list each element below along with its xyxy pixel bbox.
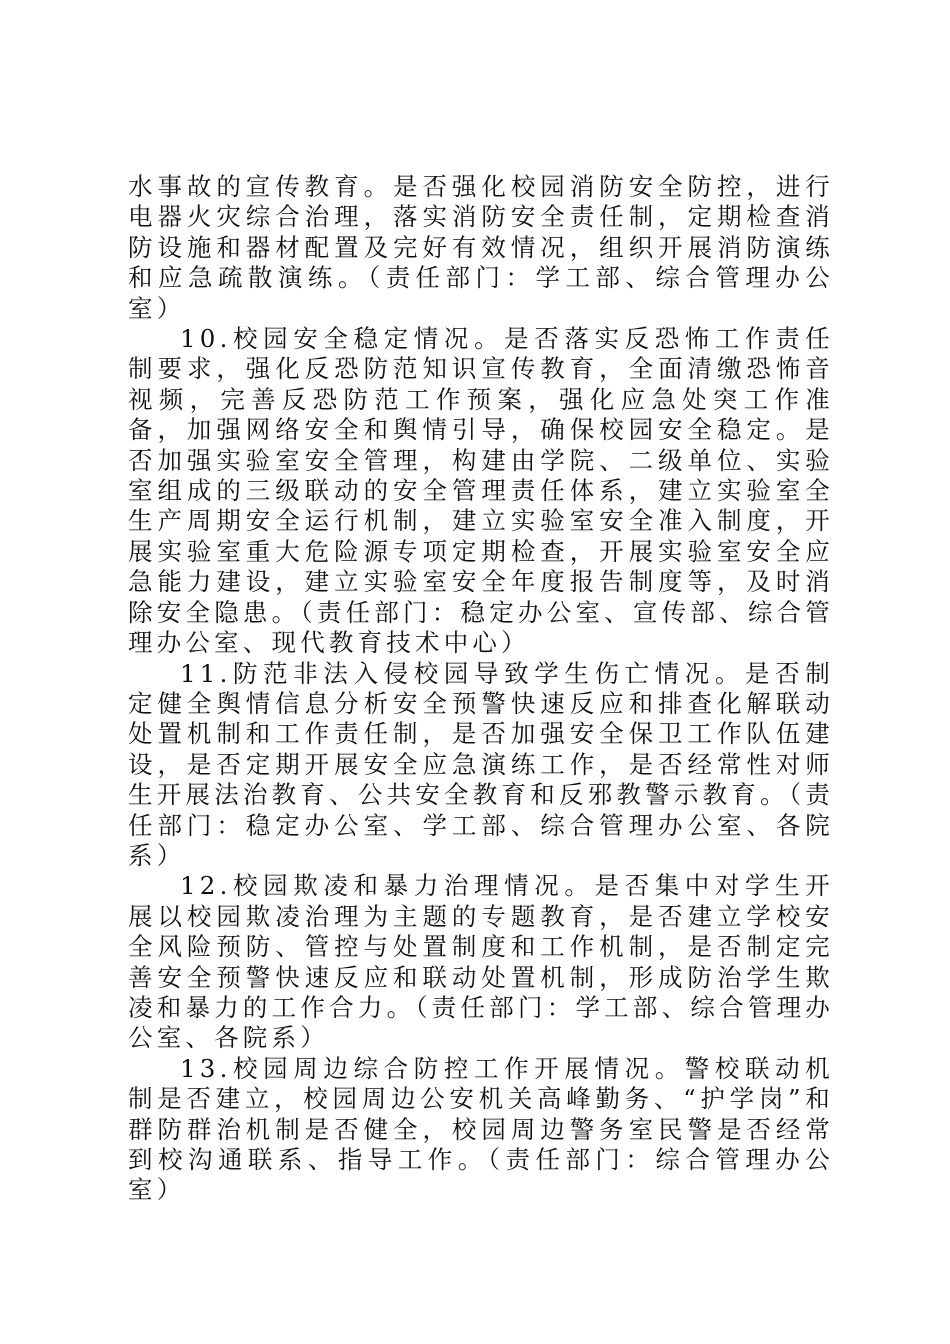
paragraph-item-11 [128, 659, 834, 872]
paragraph-text: 10.校园安全稳定情况。是否落实反恐怖工作责任制要求，强化反恐防范知识宣传教育，全面清缴恐怖音视频，完善反恐防范工作预案，强化应急处突工作准备，加强网络安全和舆情引导，确保校园安全稳定。是否加强实验室安全管理，构建由学院、二级单位、实验室组成的三级联动的安全管理责任体系，建立实验室全生产周期安全运行机制，建立实验室安全准入制度，开展实验室重大危险源专项定期检查，开展实验室安全应急能力建设，建立实验室安全年度报告制度等，及时消除安全隐患。（责任部门：稳定办公室、宣传部、综合管理办公室、现代教育技术中心） [128, 324, 834, 658]
paragraph-continuation [128, 172, 834, 324]
paragraph-text: 11.防范非法入侵校园导致学生伤亡情况。是否制定健全舆情信息分析安全预警快速反应和排查化解联动处置机制和工作责任制，是否加强安全保卫工作队伍建设，是否定期开展安全应急演练工作，是否经常性对师生开展法治教育、公共安全教育和反邪教警示教育。（责任部门：稳定办公室、学工部、综合管理办公室、各院系） [128, 658, 834, 870]
document-body [128, 172, 834, 1206]
paragraph-item-10 [128, 324, 834, 658]
paragraph-text: 水事故的宣传教育。是否强化校园消防安全防控，进行电器火灾综合治理，落实消防安全责任制，定期检查消防设施和器材配置及完好有效情况，组织开展消防演练和应急疏散演练。（责任部门：学工部、综合管理办公室） [128, 172, 834, 323]
paragraph-item-12 [128, 871, 834, 1053]
paragraph-text: 13.校园周边综合防控工作开展情况。警校联动机制是否建立，校园周边公安机关高峰勤务、“护学岗”和群防群治机制是否健全，校园周边警务室民警是否经常到校沟通联系、指导工作。（责任部门：综合管理办公室） [128, 1053, 834, 1205]
paragraph-item-13 [128, 1054, 834, 1206]
paragraph-text: 12.校园欺凌和暴力治理情况。是否集中对学生开展以校园欺凌治理为主题的专题教育，是否建立学校安全风险预防、管控与处置制度和工作机制，是否制定完善安全预警快速反应和联动处置机制，形成防治学生欺凌和暴力的工作合力。（责任部门：学工部、综合管理办公室、各院系） [128, 871, 834, 1053]
